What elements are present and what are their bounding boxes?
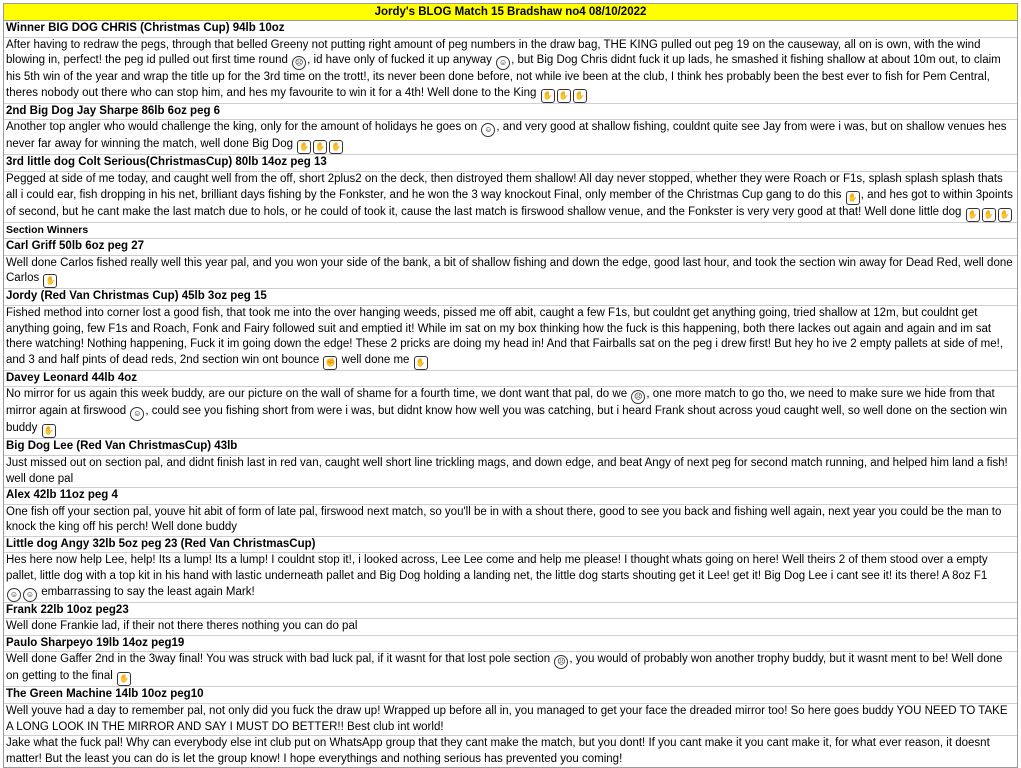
row-text: Well done Frankie lad, if their not there theres nothing you can do pal (6, 620, 358, 633)
blog-paragraph (4, 256, 1017, 290)
row-text: After having to redraw the pegs, through that belled Greeny not putting right amount of peg numbers in the draw bag, THE KING pulled out peg 19 on the causeway, all on is own, with the wind blowing in, perfect! the peg id pulled out first time round (6, 38, 981, 67)
row-text: Carl Griff 50lb 6oz peg 27 (6, 240, 145, 253)
blog-paragraph (4, 387, 1017, 439)
blog-heading (4, 687, 1017, 704)
clap-icon: ✋ (414, 356, 428, 370)
clap-icon: ✋ (42, 424, 56, 438)
row-text: Another top angler who would challenge the king, only for the amount of holidays he goes on (6, 121, 478, 134)
blog-paragraph (4, 172, 1017, 223)
blog-heading (4, 289, 1017, 306)
row-text: No mirror for us again this week buddy, are our picture on the wall of shame for a fourth time, we dont want that pal, do we (6, 388, 628, 401)
end-emoji (296, 138, 344, 150)
inline-emoji (495, 54, 511, 66)
blog-heading (4, 488, 1017, 505)
row-text: Paulo Sharpeyo 19lb 14oz peg19 (6, 636, 185, 649)
row-text: , and very good at shallow fishing, couldnt quite see Jay from were i was, but on shallow venues hes never far away for winning the match, well done Big Dog (6, 121, 1007, 151)
face-icon: ☺ (23, 588, 37, 602)
row-text: Fished method into corner lost a good fish, that took me into the over hanging weeds, pissed me off abit, caught a few F1s, but couldnt get anything going, tried shallow at 12m, but couldnt get anything going, few F1s and Roach, Fonk and Fairy followed suit and emptied it! While im sat on my box thinking how the fuck is this happening, both there lackes out again and again and im sat there watching! Nothing happening, Fuck it im going down the edge! These 2 pricks are doing my head in! And that Fairballs sat on the peg i drew first! But hey ho ive 2 empty pallets at side of me!, and 3 and half pints of dead reds, 2nd section win ont bounce (6, 306, 1004, 366)
row-text: Big Dog Lee (Red Van ChristmasCup) 43lb (6, 440, 238, 453)
row-text: Alex 42lb 11oz peg 4 (6, 489, 118, 502)
clap-icon: ✋ (541, 89, 555, 103)
row-text: , one more match to go tho, we need to make sure we hide from that mirror again at firswood (6, 388, 995, 418)
row-text: , but Big Dog Chris didnt fuck it up lads, he smashed it fishing shallow at about 10m out, to claim his 5th win of the year and wrap the title up for the 3rd time on the trott!, its never been done before, not while ive been at the club, I think hes probably been the best ever to fish for Pem Central, theres nobody out there who can stop him, and hes my favourite to win it for a 4th! Well done to the King (6, 54, 1001, 99)
clap-icon: ✋ (966, 208, 980, 222)
inline-emoji (630, 388, 646, 400)
face-icon: ☺ (481, 123, 495, 137)
end-emoji (6, 586, 38, 598)
row-text: , and hes got to within 3points of second, but he cant make the last match due to hols, or he could of took it, cause the last match is firswood shallow venue, and the Fonkster is very very good at that! Well done little dog (6, 188, 1013, 218)
row-text: One fish off your section pal, youve hit abit of form of late pal, firswood next match, so you'll be in with a shout there, good to see you back and fishing well again, next year you could be the man to knock the king off his perch! Well done buddy (6, 505, 1002, 534)
blog-paragraph (4, 456, 1017, 488)
clap-icon: ✋ (998, 208, 1012, 222)
clap-icon: ✋ (329, 140, 343, 154)
end-emoji (42, 272, 58, 284)
row-text: , could see you fishing short from were i was, but didnt know how well you was catching, but i heard Frank shout across youd caught well, so well done on the section win buddy (6, 405, 1008, 435)
blog-heading (4, 223, 1017, 240)
end-emoji (413, 354, 429, 366)
face-icon: ☹ (631, 390, 645, 404)
blog-sheet (3, 3, 1018, 768)
blog-paragraph (4, 505, 1017, 537)
clap-icon: ✋ (982, 208, 996, 222)
row-text: embarrassing to say the least again Mark! (38, 585, 255, 598)
blog-paragraph (4, 553, 1017, 602)
blog-title: Jordy's BLOG Match 15 Bradshaw no4 08/10/2022 (4, 4, 1017, 21)
inline-emoji (129, 405, 145, 417)
row-text: Hes here now help Lee, help! Its a lump! Its a lump! I couldnt stop it!, i looked across, Lee Lee come and help me please! I thought whats going on here! Well theirs 2 of them stood over a empty pallet, little dog with a top kit in his hand with lastic underneath pallet and Big Dog holding a landing net, the little dog starts shouting get it Lee! get it! Big Dog Lee i cant see it! its there! A 8oz F1 (6, 554, 988, 583)
row-text: The Green Machine 14lb 10oz peg10 (6, 688, 204, 701)
blog-paragraph (4, 619, 1017, 636)
row-text: Well done Carlos fished really well this year pal, and you won your side of the bank, a bit of shallow fishing and down the edge, good last hour, and took the section win away for Dead Red, well done Carlos (6, 256, 1013, 285)
inline-emoji (480, 121, 496, 133)
row-text: Section Winners (6, 223, 89, 236)
blog-rows (4, 21, 1017, 767)
end-emoji (540, 87, 588, 99)
inline-emoji (553, 653, 569, 665)
blog-heading (4, 371, 1017, 388)
end-emoji (116, 670, 132, 682)
row-text: 2nd Big Dog Jay Sharpe 86lb 6oz peg 6 (6, 104, 221, 117)
row-text: Little dog Angy 32lb 5oz peg 23 (Red Van ChristmasCup) (6, 537, 316, 550)
face-icon: ☺ (7, 588, 21, 602)
row-text: well done me (338, 353, 410, 366)
face-icon: ☺ (496, 56, 510, 70)
clap-icon: ✋ (846, 191, 860, 205)
row-text: Frank 22lb 10oz peg23 (6, 603, 129, 616)
blog-heading (4, 439, 1017, 456)
row-text: Jordy (Red Van Christmas Cup) 45lb 3oz peg 15 (6, 290, 267, 303)
clap-icon: ✋ (573, 89, 587, 103)
blog-heading (4, 21, 1017, 38)
blog-paragraph (4, 704, 1017, 736)
clap-icon: ✋ (117, 672, 131, 686)
blog-paragraph (4, 736, 1017, 767)
blog-heading (4, 636, 1017, 653)
blog-heading (4, 537, 1017, 554)
clap-icon: ✋ (43, 274, 57, 288)
row-text: , you would of probably won another trophy buddy, but it wasnt ment to be! Well done on getting to the final (6, 653, 1003, 683)
clap-icon: ✋ (313, 140, 327, 154)
blog-paragraph (4, 38, 1017, 104)
blog-heading (4, 239, 1017, 256)
row-text: Well done Gaffer 2nd in the 3way final! You was struck with bad luck pal, if it wasnt for that lost pole section (6, 653, 551, 666)
inline-emoji (322, 354, 338, 366)
face-icon: ☹ (292, 56, 306, 70)
row-text: , id have only of fucked it up anyway (307, 54, 492, 67)
inline-emoji (845, 189, 861, 201)
clap-icon: ✋ (557, 89, 571, 103)
row-text: Just missed out on section pal, and didnt finish last in red van, caught well short line trickling mags, and down edge, and beat Angy of next peg for second match running, and helped him land a fish! well done pal (6, 456, 1008, 485)
end-emoji (41, 422, 57, 434)
blog-paragraph (4, 652, 1017, 687)
blog-heading (4, 155, 1017, 172)
row-text: Well youve had a day to remember pal, not only did you fuck the draw up! Wrapped up before all in, you managed to get your face the dreaded mirror too! So here goes buddy YOU NEED TO TAKE A LONG LOOK IN THE MIRROR AND SAY I MUST DO BETTER!! Best club int world! (6, 705, 1008, 733)
blog-paragraph (4, 306, 1017, 371)
blog-heading (4, 104, 1017, 121)
row-text: 3rd little dog Colt Serious(ChristmasCup) 80lb 14oz peg 13 (6, 156, 327, 169)
blog-heading (4, 603, 1017, 620)
row-text: Pegged at side of me today, and caught well from the off, short 2plus2 on the deck, then distroyed them shallow! All day never stopped, whether they were Roach or F1s, splash splash splash thats all i could ear, fish dropping in his net, brilliant days fishing by the Fonkster, and he won the 3 way knockout Final, only member of the Christmas Cup gang to do this (6, 172, 1003, 201)
clap-icon: ✋ (297, 140, 311, 154)
face-icon: ☺ (130, 407, 144, 421)
blog-paragraph (4, 120, 1017, 155)
inline-emoji (291, 54, 307, 66)
row-text: Davey Leonard 44lb 4oz (6, 371, 138, 384)
clap-icon: ✊ (323, 356, 337, 370)
face-icon: ☹ (554, 655, 568, 669)
row-text: Winner BIG DOG CHRIS (Christmas Cup) 94lb 10oz (6, 22, 285, 34)
end-emoji (965, 206, 1013, 218)
row-text: Jake what the fuck pal! Why can everybody else int club put on WhatsApp group that they cant make the match, but you dont! If you cant make it you cant make it, for what ever reason, it doesnt matter! But the least you can do is let the group know! I hope everythings and nothing serious has prevented you coming! (6, 737, 990, 765)
